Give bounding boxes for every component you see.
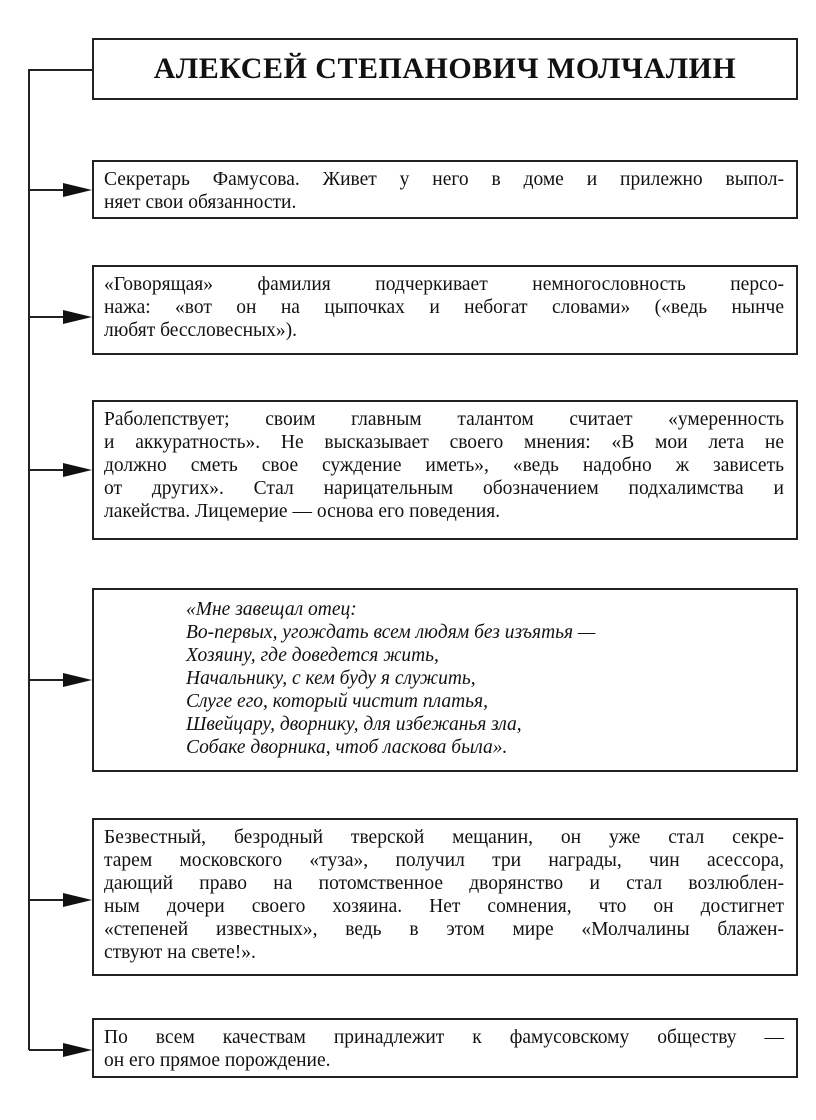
- box-conclusion: [92, 1018, 798, 1078]
- arrowhead-icon: [63, 463, 92, 477]
- box-line: и аккуратность». Не высказывает своего мнения: «В мои лета не: [104, 432, 784, 453]
- box-quote: [92, 588, 798, 772]
- box-servility: [92, 400, 798, 540]
- box-line: нажа: «вот он на цыпочках и небогат словами» («ведь нынче: [104, 297, 784, 318]
- box-line: Раболепствует; своим главным талантом считает «умеренность: [104, 409, 784, 430]
- box-line: «Говорящая» фамилия подчеркивает немногословность персо-: [104, 274, 784, 295]
- box-line: Безвестный, безродный тверской мещанин, он уже стал секре-: [104, 827, 784, 848]
- box-line: дающий право на потомственное дворянство и стал возлюблен-: [104, 873, 784, 894]
- box-line: Секретарь Фамусова. Живет у него в доме и прилежно выпол-: [104, 169, 784, 190]
- box-line: «Мне завещал отец:: [186, 599, 357, 620]
- box-line: от других». Стал нарицательным обозначением подхалимства и: [104, 478, 784, 499]
- box-line: Слуге его, который чистит платья,: [186, 691, 488, 712]
- box-career: [92, 818, 798, 976]
- arrowhead-icon: [63, 893, 92, 907]
- title-box: АЛЕКСЕЙ СТЕПАНОВИЧ МОЛЧАЛИН: [92, 38, 798, 100]
- box-line: Хозяину, где доведется жить,: [186, 645, 439, 666]
- box-secretary: [92, 160, 798, 219]
- box-line: «степеней известных», ведь в этом мире «Молчалины блажен-: [104, 919, 784, 940]
- box-line: любят бессловесных»).: [104, 320, 297, 341]
- arrowhead-icon: [63, 1043, 92, 1057]
- box-line: ным дочери своего хозяина. Нет сомнения, что он достигнет: [104, 896, 784, 917]
- box-line: Собаке дворника, чтоб ласкова была».: [186, 737, 508, 758]
- box-line: должно сметь свое суждение иметь», «ведь надобно ж зависеть: [104, 455, 784, 476]
- box-line: ствуют на свете!».: [104, 942, 256, 963]
- box-line: лакейства. Лицемерие — основа его поведения.: [104, 501, 501, 522]
- box-line: он его прямое порождение.: [104, 1050, 331, 1071]
- box-line: Швейцару, дворнику, для избежанья зла,: [186, 714, 522, 735]
- box-surname: [92, 265, 798, 355]
- box-line: По всем качествам принадлежит к фамусовскому обществу —: [104, 1027, 784, 1048]
- arrowhead-icon: [63, 183, 92, 197]
- arrowhead-icon: [63, 310, 92, 324]
- box-line: тарем московского «туза», получил три награды, чин асессора,: [104, 850, 784, 871]
- box-line: няет свои обязанности.: [104, 192, 297, 213]
- box-line: Начальнику, с кем буду я служить,: [186, 668, 476, 689]
- box-line: Во-первых, угождать всем людям без изъятья —: [186, 622, 596, 643]
- trunk-line: [29, 70, 92, 1050]
- arrowhead-icon: [63, 673, 92, 687]
